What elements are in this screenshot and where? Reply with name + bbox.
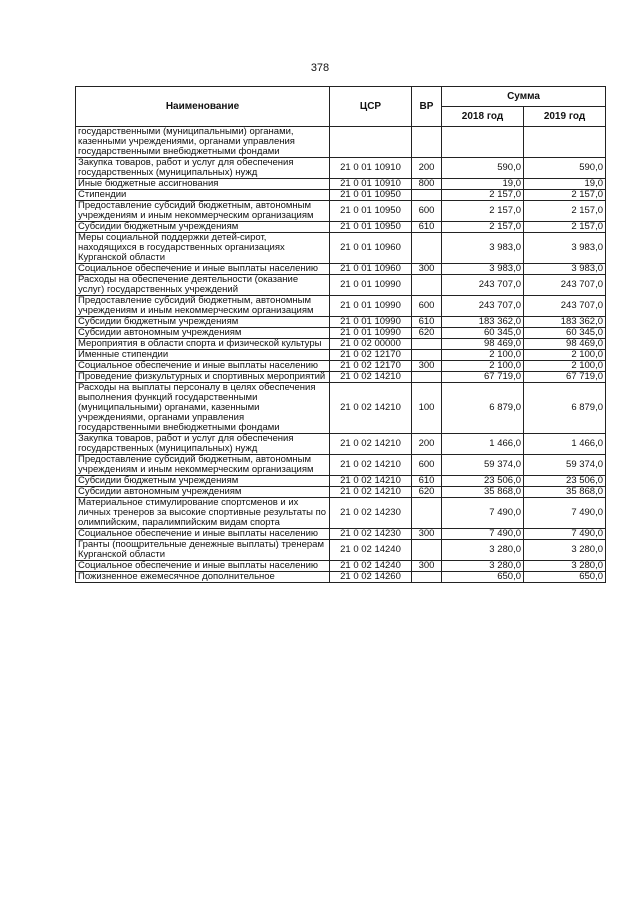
cell-vr xyxy=(412,540,442,561)
cell-name: Материальное стимулирование спортсменов и их личных тренеров за высокие спортивные результаты по олимпийским, паралимпийским видам спорта xyxy=(76,498,330,529)
cell-name: Социальное обеспечение и иные выплаты населению xyxy=(76,361,330,372)
table-row xyxy=(76,328,606,339)
cell-vr xyxy=(412,572,442,583)
cell-name: Мероприятия в области спорта и физической культуры xyxy=(76,339,330,350)
cell-2019: 98 469,0 xyxy=(524,339,606,350)
table-row xyxy=(76,540,606,561)
cell-csr: 21 0 01 10950 xyxy=(330,222,412,233)
table-row xyxy=(76,201,606,222)
cell-csr: 21 0 01 10990 xyxy=(330,328,412,339)
cell-csr: 21 0 02 14210 xyxy=(330,476,412,487)
cell-2019: 243 707,0 xyxy=(524,296,606,317)
cell-vr xyxy=(412,372,442,383)
cell-2019: 590,0 xyxy=(524,158,606,179)
cell-vr: 610 xyxy=(412,317,442,328)
cell-2018 xyxy=(442,127,524,158)
table-row xyxy=(76,179,606,190)
cell-name: Социальное обеспечение и иные выплаты населению xyxy=(76,529,330,540)
cell-2018: 35 868,0 xyxy=(442,487,524,498)
cell-csr: 21 0 01 10950 xyxy=(330,190,412,201)
cell-2019: 650,0 xyxy=(524,572,606,583)
cell-csr: 21 0 02 14240 xyxy=(330,561,412,572)
cell-name: Меры социальной поддержки детей-сирот, находящихся в государственных организациях Курганской области xyxy=(76,233,330,264)
cell-vr: 610 xyxy=(412,476,442,487)
header-name: Наименование xyxy=(76,87,330,127)
header-year-2019: 2019 год xyxy=(524,107,606,127)
table-row xyxy=(76,317,606,328)
cell-name: Субсидии бюджетным учреждениям xyxy=(76,222,330,233)
cell-vr: 300 xyxy=(412,361,442,372)
cell-csr: 21 0 01 10960 xyxy=(330,264,412,275)
cell-name: Иные бюджетные ассигнования xyxy=(76,179,330,190)
table-row xyxy=(76,572,606,583)
cell-2019: 183 362,0 xyxy=(524,317,606,328)
cell-name: Предоставление субсидий бюджетным, автономным учреждениям и иным некоммерческим организациям xyxy=(76,455,330,476)
table-row xyxy=(76,296,606,317)
cell-name: Субсидии автономным учреждениям xyxy=(76,328,330,339)
header-year-2018: 2018 год xyxy=(442,107,524,127)
table-header xyxy=(76,87,606,127)
cell-2019: 3 983,0 xyxy=(524,264,606,275)
table-row xyxy=(76,264,606,275)
cell-2019: 2 100,0 xyxy=(524,361,606,372)
table-row xyxy=(76,372,606,383)
cell-vr xyxy=(412,350,442,361)
cell-name: Субсидии бюджетным учреждениям xyxy=(76,476,330,487)
cell-2019: 59 374,0 xyxy=(524,455,606,476)
table-row xyxy=(76,127,606,158)
cell-name: Расходы на выплаты персоналу в целях обеспечения выполнения функций государственными (муниципальными) органами, казенными учреждениями, органами управления государственными внебюджетными фондами xyxy=(76,383,330,434)
cell-csr: 21 0 02 14260 xyxy=(330,572,412,583)
cell-name: Социальное обеспечение и иные выплаты населению xyxy=(76,561,330,572)
cell-vr xyxy=(412,498,442,529)
table-row xyxy=(76,350,606,361)
cell-vr: 300 xyxy=(412,529,442,540)
cell-2018: 3 280,0 xyxy=(442,561,524,572)
cell-csr: 21 0 01 10990 xyxy=(330,296,412,317)
table-row xyxy=(76,339,606,350)
cell-vr: 610 xyxy=(412,222,442,233)
cell-2018: 590,0 xyxy=(442,158,524,179)
cell-2019: 23 506,0 xyxy=(524,476,606,487)
cell-2018: 7 490,0 xyxy=(442,498,524,529)
cell-name: Пожизненное ежемесячное дополнительное xyxy=(76,572,330,583)
cell-name: Стипендии xyxy=(76,190,330,201)
cell-name: Гранты (поощрительные денежные выплаты) тренерам Курганской области xyxy=(76,540,330,561)
cell-csr: 21 0 02 14210 xyxy=(330,455,412,476)
cell-2019: 3 280,0 xyxy=(524,561,606,572)
cell-2019: 243 707,0 xyxy=(524,275,606,296)
cell-csr: 21 0 02 14210 xyxy=(330,383,412,434)
cell-csr: 21 0 02 12170 xyxy=(330,361,412,372)
cell-name: Предоставление субсидий бюджетным, автономным учреждениям и иным некоммерческим организациям xyxy=(76,296,330,317)
cell-2018: 650,0 xyxy=(442,572,524,583)
cell-2018: 243 707,0 xyxy=(442,275,524,296)
cell-name: Закупка товаров, работ и услуг для обеспечения государственных (муниципальных) нужд xyxy=(76,158,330,179)
cell-2019: 1 466,0 xyxy=(524,434,606,455)
cell-name: Расходы на обеспечение деятельности (оказание услуг) государственных учреждений xyxy=(76,275,330,296)
cell-2018: 2 157,0 xyxy=(442,201,524,222)
cell-vr: 600 xyxy=(412,455,442,476)
cell-2019: 60 345,0 xyxy=(524,328,606,339)
cell-vr: 600 xyxy=(412,296,442,317)
cell-csr: 21 0 01 10950 xyxy=(330,201,412,222)
cell-csr: 21 0 02 12170 xyxy=(330,350,412,361)
cell-vr: 600 xyxy=(412,201,442,222)
cell-vr xyxy=(412,127,442,158)
cell-2018: 60 345,0 xyxy=(442,328,524,339)
cell-vr: 200 xyxy=(412,434,442,455)
cell-vr xyxy=(412,233,442,264)
page-number: 378 xyxy=(310,62,330,74)
cell-csr: 21 0 02 00000 xyxy=(330,339,412,350)
table-row xyxy=(76,275,606,296)
cell-2019 xyxy=(524,127,606,158)
table-row xyxy=(76,487,606,498)
cell-2018: 1 466,0 xyxy=(442,434,524,455)
cell-2018: 3 280,0 xyxy=(442,540,524,561)
cell-name: Социальное обеспечение и иные выплаты населению xyxy=(76,264,330,275)
cell-name: государственными (муниципальными) органами, казенными учреждениями, органами управления государственными внебюджетными фондами xyxy=(76,127,330,158)
header-vr: ВР xyxy=(412,87,442,127)
cell-2019: 2 157,0 xyxy=(524,190,606,201)
table-row xyxy=(76,455,606,476)
cell-csr: 21 0 02 14230 xyxy=(330,498,412,529)
cell-2019: 7 490,0 xyxy=(524,529,606,540)
cell-vr xyxy=(412,339,442,350)
table-body xyxy=(76,127,606,583)
cell-2019: 2 157,0 xyxy=(524,201,606,222)
cell-2018: 2 157,0 xyxy=(442,190,524,201)
cell-2019: 3 280,0 xyxy=(524,540,606,561)
cell-2019: 3 983,0 xyxy=(524,233,606,264)
table-row xyxy=(76,383,606,434)
cell-csr: 21 0 02 14210 xyxy=(330,372,412,383)
cell-2018: 6 879,0 xyxy=(442,383,524,434)
table-row xyxy=(76,361,606,372)
cell-2018: 183 362,0 xyxy=(442,317,524,328)
cell-csr: 21 0 01 10990 xyxy=(330,275,412,296)
table-row xyxy=(76,434,606,455)
cell-vr: 620 xyxy=(412,328,442,339)
cell-csr: 21 0 02 14240 xyxy=(330,540,412,561)
cell-vr xyxy=(412,190,442,201)
table-row xyxy=(76,561,606,572)
cell-name: Субсидии автономным учреждениям xyxy=(76,487,330,498)
cell-2019: 2 100,0 xyxy=(524,350,606,361)
header-csr: ЦСР xyxy=(330,87,412,127)
cell-vr: 200 xyxy=(412,158,442,179)
table-row xyxy=(76,233,606,264)
cell-name: Проведение физкультурных и спортивных мероприятий xyxy=(76,372,330,383)
budget-table xyxy=(75,86,606,583)
cell-2018: 2 157,0 xyxy=(442,222,524,233)
cell-2018: 98 469,0 xyxy=(442,339,524,350)
cell-vr: 300 xyxy=(412,264,442,275)
cell-2018: 23 506,0 xyxy=(442,476,524,487)
cell-2018: 2 100,0 xyxy=(442,361,524,372)
cell-2018: 59 374,0 xyxy=(442,455,524,476)
cell-csr: 21 0 02 14210 xyxy=(330,487,412,498)
cell-name: Субсидии бюджетным учреждениям xyxy=(76,317,330,328)
cell-name: Предоставление субсидий бюджетным, автономным учреждениям и иным некоммерческим организациям xyxy=(76,201,330,222)
cell-vr xyxy=(412,275,442,296)
table-row xyxy=(76,222,606,233)
cell-2019: 6 879,0 xyxy=(524,383,606,434)
cell-2018: 243 707,0 xyxy=(442,296,524,317)
header-sum: Сумма xyxy=(442,87,606,107)
cell-2019: 19,0 xyxy=(524,179,606,190)
cell-csr: 21 0 01 10910 xyxy=(330,179,412,190)
cell-csr: 21 0 01 10910 xyxy=(330,158,412,179)
cell-csr: 21 0 01 10960 xyxy=(330,233,412,264)
cell-csr: 21 0 02 14210 xyxy=(330,434,412,455)
table-row xyxy=(76,190,606,201)
cell-2019: 35 868,0 xyxy=(524,487,606,498)
cell-2018: 19,0 xyxy=(442,179,524,190)
cell-vr: 100 xyxy=(412,383,442,434)
cell-name: Закупка товаров, работ и услуг для обеспечения государственных (муниципальных) нужд xyxy=(76,434,330,455)
table-row xyxy=(76,498,606,529)
table-row xyxy=(76,476,606,487)
table-row xyxy=(76,529,606,540)
cell-2018: 2 100,0 xyxy=(442,350,524,361)
cell-vr: 620 xyxy=(412,487,442,498)
cell-2019: 2 157,0 xyxy=(524,222,606,233)
cell-csr: 21 0 01 10990 xyxy=(330,317,412,328)
cell-name: Именные стипендии xyxy=(76,350,330,361)
cell-2019: 7 490,0 xyxy=(524,498,606,529)
cell-vr: 300 xyxy=(412,561,442,572)
cell-csr xyxy=(330,127,412,158)
cell-2018: 3 983,0 xyxy=(442,264,524,275)
cell-csr: 21 0 02 14230 xyxy=(330,529,412,540)
table-row xyxy=(76,158,606,179)
cell-2018: 67 719,0 xyxy=(442,372,524,383)
cell-2018: 3 983,0 xyxy=(442,233,524,264)
cell-2019: 67 719,0 xyxy=(524,372,606,383)
cell-vr: 800 xyxy=(412,179,442,190)
cell-2018: 7 490,0 xyxy=(442,529,524,540)
